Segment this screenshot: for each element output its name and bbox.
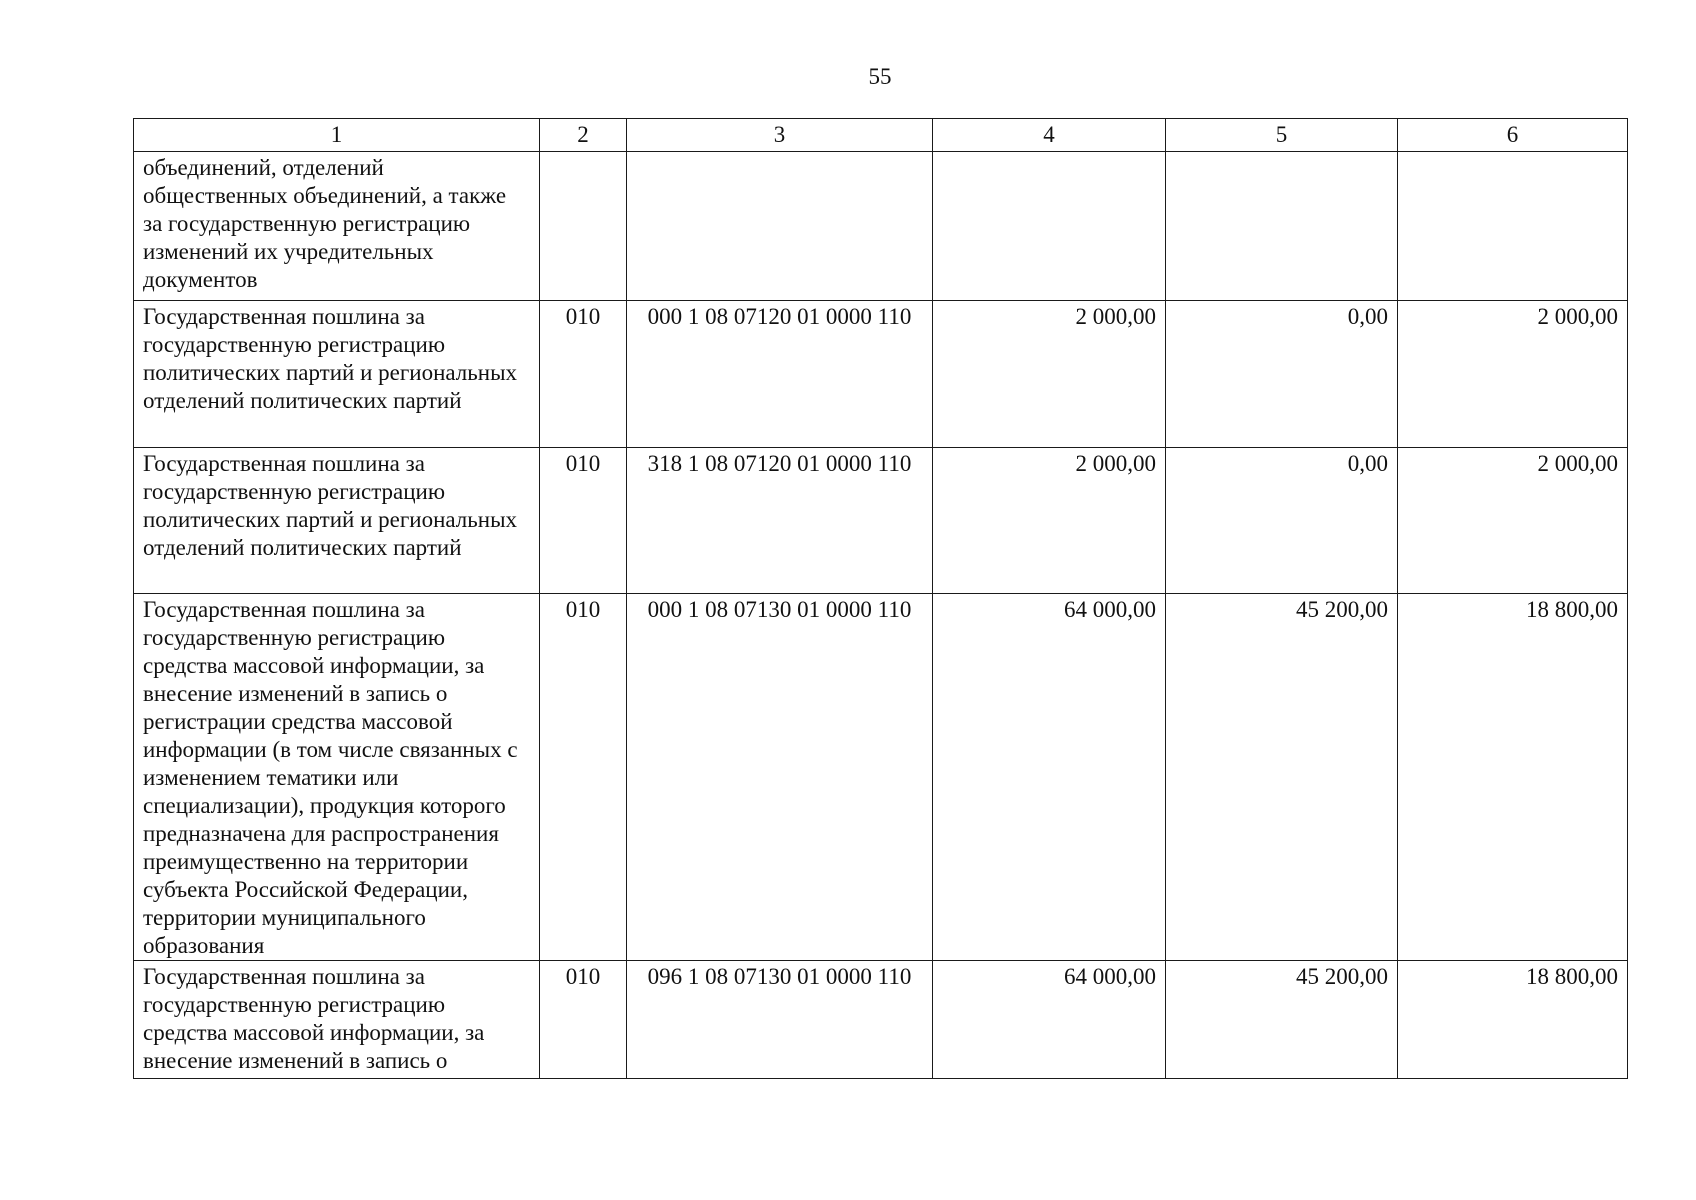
row-value-4-cell: [933, 152, 1166, 301]
row-value-5-cell: 45 200,00: [1166, 594, 1398, 961]
row-name-cell: Государственная пошлина за государственную регистрацию политических партий и региональных отделений политических партий: [134, 301, 540, 448]
row-code-cell: 318 1 08 07120 01 0000 110: [627, 448, 933, 594]
row-value-4-cell: 64 000,00: [933, 594, 1166, 961]
row-code-cell: 096 1 08 07130 01 0000 110: [627, 961, 933, 1079]
row-admin-cell: 010: [540, 961, 627, 1079]
row-code-cell: [627, 152, 933, 301]
column-header: 6: [1398, 119, 1628, 152]
row-admin-cell: 010: [540, 301, 627, 448]
row-name-cell: объединений, отделений общественных объединений, а также за государственную регистрацию изменений их учредительных документов: [134, 152, 540, 301]
row-value-6-cell: [1398, 152, 1628, 301]
column-header: 3: [627, 119, 933, 152]
row-value-6-cell: 18 800,00: [1398, 961, 1628, 1079]
row-name-cell: Государственная пошлина за государственную регистрацию политических партий и региональных отделений политических партий: [134, 448, 540, 594]
row-value-4-cell: 64 000,00: [933, 961, 1166, 1079]
column-header: 1: [134, 119, 540, 152]
column-header: 4: [933, 119, 1166, 152]
row-value-6-cell: 18 800,00: [1398, 594, 1628, 961]
table-header-row: [134, 119, 1628, 152]
column-header: 5: [1166, 119, 1398, 152]
row-admin-cell: [540, 152, 627, 301]
table-row: [134, 301, 1628, 448]
row-value-5-cell: 0,00: [1166, 448, 1398, 594]
row-admin-cell: 010: [540, 594, 627, 961]
row-code-cell: 000 1 08 07130 01 0000 110: [627, 594, 933, 961]
column-header: 2: [540, 119, 627, 152]
row-value-5-cell: [1166, 152, 1398, 301]
row-value-4-cell: 2 000,00: [933, 448, 1166, 594]
row-value-6-cell: 2 000,00: [1398, 448, 1628, 594]
budget-table: [133, 118, 1628, 1079]
table-row: [134, 594, 1628, 961]
table-row: [134, 961, 1628, 1079]
row-value-4-cell: 2 000,00: [933, 301, 1166, 448]
row-value-5-cell: 45 200,00: [1166, 961, 1398, 1079]
row-value-6-cell: 2 000,00: [1398, 301, 1628, 448]
page-number: 55: [868, 64, 892, 89]
row-name-cell: Государственная пошлина за государственную регистрацию средства массовой информации, за внесение изменений в запись о: [134, 961, 540, 1079]
row-name-cell: Государственная пошлина за государственную регистрацию средства массовой информации, за внесение изменений в запись о регистрации средства массовой информации (в том числе связанных с изменением тематики или специализации), продукция которого предназначена для распространения преимущественно на территории субъекта Российской Федерации, территории муниципального образования: [134, 594, 540, 961]
table-row: [134, 448, 1628, 594]
row-value-5-cell: 0,00: [1166, 301, 1398, 448]
row-code-cell: 000 1 08 07120 01 0000 110: [627, 301, 933, 448]
row-admin-cell: 010: [540, 448, 627, 594]
table-row: [134, 152, 1628, 301]
